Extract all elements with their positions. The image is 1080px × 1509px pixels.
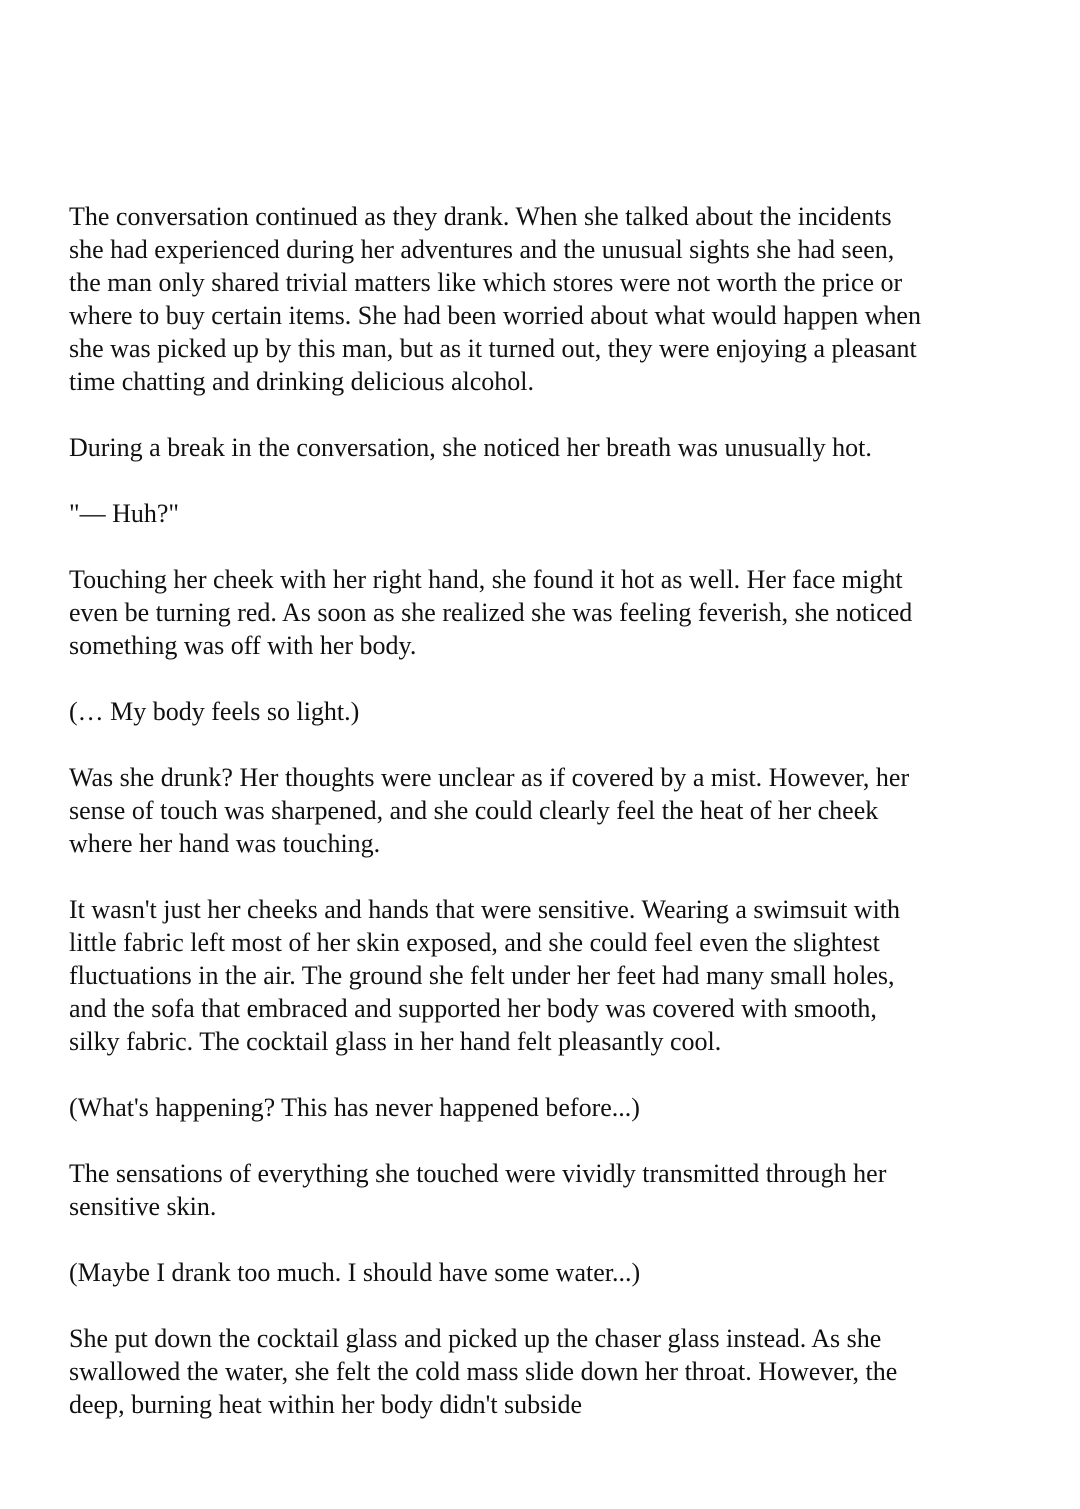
- text-line: She put down the cocktail glass and picked up the chaser glass instead. As she: [69, 1324, 882, 1353]
- text-line: (Maybe I drank too much. I should have some water...): [69, 1258, 641, 1287]
- text-line: sense of touch was sharpened, and she could clearly feel the heat of her cheek: [69, 796, 879, 825]
- text-line: Touching her cheek with her right hand, she found it hot as well. Her face might: [69, 565, 903, 594]
- text-line: During a break in the conversation, she noticed her breath was unusually hot.: [69, 433, 872, 462]
- paragraph: [69, 1322, 1029, 1421]
- text-line: The conversation continued as they drank. When she talked about the incidents: [69, 202, 892, 231]
- text-line: The sensations of everything she touched were vividly transmitted through her: [69, 1159, 887, 1188]
- text-line: (… My body feels so light.): [69, 697, 360, 726]
- text-line: she had experienced during her adventures and the unusual sights she had seen,: [69, 235, 895, 264]
- text-line: "— Huh?": [69, 499, 180, 528]
- paragraph: [69, 695, 1029, 728]
- text-line: swallowed the water, she felt the cold mass slide down her throat. However, the: [69, 1357, 898, 1386]
- text-line: sensitive skin.: [69, 1192, 217, 1221]
- text-line: little fabric left most of her skin exposed, and she could feel even the slightest: [69, 928, 880, 957]
- text-line: something was off with her body.: [69, 631, 417, 660]
- text-line: where to buy certain items. She had been worried about what would happen when: [69, 301, 921, 330]
- paragraph: [69, 563, 1029, 662]
- paragraph: [69, 1091, 1029, 1124]
- text-line: even be turning red. As soon as she realized she was feeling feverish, she noticed: [69, 598, 913, 627]
- text-line: silky fabric. The cocktail glass in her hand felt pleasantly cool.: [69, 1027, 722, 1056]
- text-line: (What's happening? This has never happened before...): [69, 1093, 640, 1122]
- paragraph: [69, 1256, 1029, 1289]
- text-line: time chatting and drinking delicious alcohol.: [69, 367, 535, 396]
- text-line: Was she drunk? Her thoughts were unclear as if covered by a mist. However, her: [69, 763, 910, 792]
- paragraph: [69, 200, 1029, 398]
- text-line: It wasn't just her cheeks and hands that were sensitive. Wearing a swimsuit with: [69, 895, 901, 924]
- paragraph: [69, 497, 1029, 530]
- paragraph: [69, 1157, 1029, 1223]
- text-line: she was picked up by this man, but as it turned out, they were enjoying a pleasant: [69, 334, 917, 363]
- paragraph: [69, 431, 1029, 464]
- text-line: where her hand was touching.: [69, 829, 381, 858]
- document-body: [69, 200, 1029, 1454]
- text-line: fluctuations in the air. The ground she felt under her feet had many small holes,: [69, 961, 895, 990]
- text-line: the man only shared trivial matters like which stores were not worth the price or: [69, 268, 903, 297]
- text-line: and the sofa that embraced and supported her body was covered with smooth,: [69, 994, 877, 1023]
- paragraph: [69, 893, 1029, 1058]
- text-line: deep, burning heat within her body didn't subside: [69, 1390, 583, 1419]
- paragraph: [69, 761, 1029, 860]
